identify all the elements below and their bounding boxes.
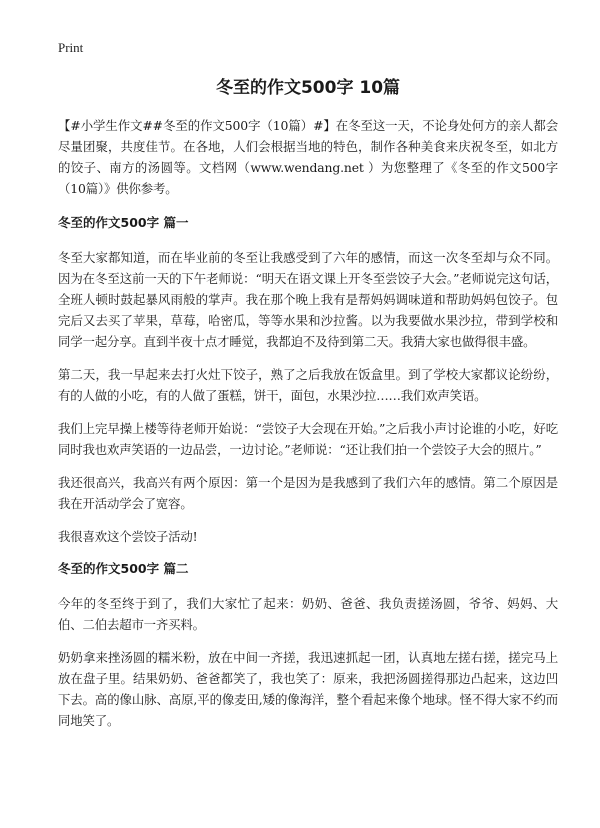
print-link[interactable]: Print [58,40,84,55]
intro-paragraph: 【#小学生作文##冬至的作文500字（10篇）#】在冬至这一天，不论身处何方的亲人都会尽量团聚，共度佳节。在各地，人们会根据当地的特色，制作各种美食来庆祝冬至，如北方的饺子、南方的汤圆等。文档网（www.wendang.net ）为您整理了《冬至的作文500字（10篇）》供你参考。 [58,118,558,196]
paragraph: 我还很高兴，我高兴有两个原因：第一个是因为是我感到了我们六年的感情。第二个原因是我在开活动学会了宽容。 [58,475,558,511]
paragraph: 奶奶拿来挫汤圆的糯米粉，放在中间一齐搓，我迅速抓起一团，认真地左搓右搓，搓完马上放在盘子里。结果奶奶、爸爸都笑了，我也笑了：原来，我把汤圆搓得那边凸起来，这边凹下去。高的像山脉、高原,平的像麦田,矮的像海洋，整个看起来像个地球。怪不得大家不约而同地笑了。 [58,650,558,728]
paragraph: 我们上完早操上楼等待老师开始说：“尝饺子大会现在开始。”之后我小声讨论谁的小吃，好吃同时我也欢声笑语的一边品尝，一边讨论。”老师说：“还让我们拍一个尝饺子大会的照片。” [58,421,558,457]
section-heading: 冬至的作文500字 篇二 [58,561,189,576]
section-2 [58,559,558,731]
paragraph: 冬至大家都知道，而在毕业前的冬至让我感受到了六年的感情，而这一次冬至却与众不同。因为在冬至这前一天的下午老师说：“明天在语文课上开冬至尝饺子大会。”老师说完这句话，全班人顿时鼓起暴风雨般的掌声。我在那个晚上我有是帮妈妈调味道和帮助妈妈包饺子。包完后又去买了苹果，草莓，哈密瓜，等等水果和沙拉酱。以为我要做水果沙拉，带到学校和同学一起分享。直到半夜十点才睡觉，我都迫不及待到第二天。我猜大家也做得很丰盛。 [58,250,558,349]
document-page [58,40,558,743]
paragraph: 我很喜欢这个尝饺子活动! [58,529,198,544]
section-1 [58,213,558,547]
paragraph: 今年的冬至终于到了，我们大家忙了起来：奶奶、爸爸、我负责搓汤圆，爷爷、妈妈、大伯、二伯去超市一齐买料。 [58,596,558,632]
page-title: 冬至的作文500字 10篇 [215,78,401,98]
section-heading: 冬至的作文500字 篇一 [58,215,189,230]
paragraph: 第二天，我一早起来去打火灶下饺子，熟了之后我放在饭盒里。到了学校大家都议论纷纷，有的人做的小吃，有的人做了蛋糕，饼干，面包，水果沙拉……我们欢声笑语。 [58,367,558,403]
